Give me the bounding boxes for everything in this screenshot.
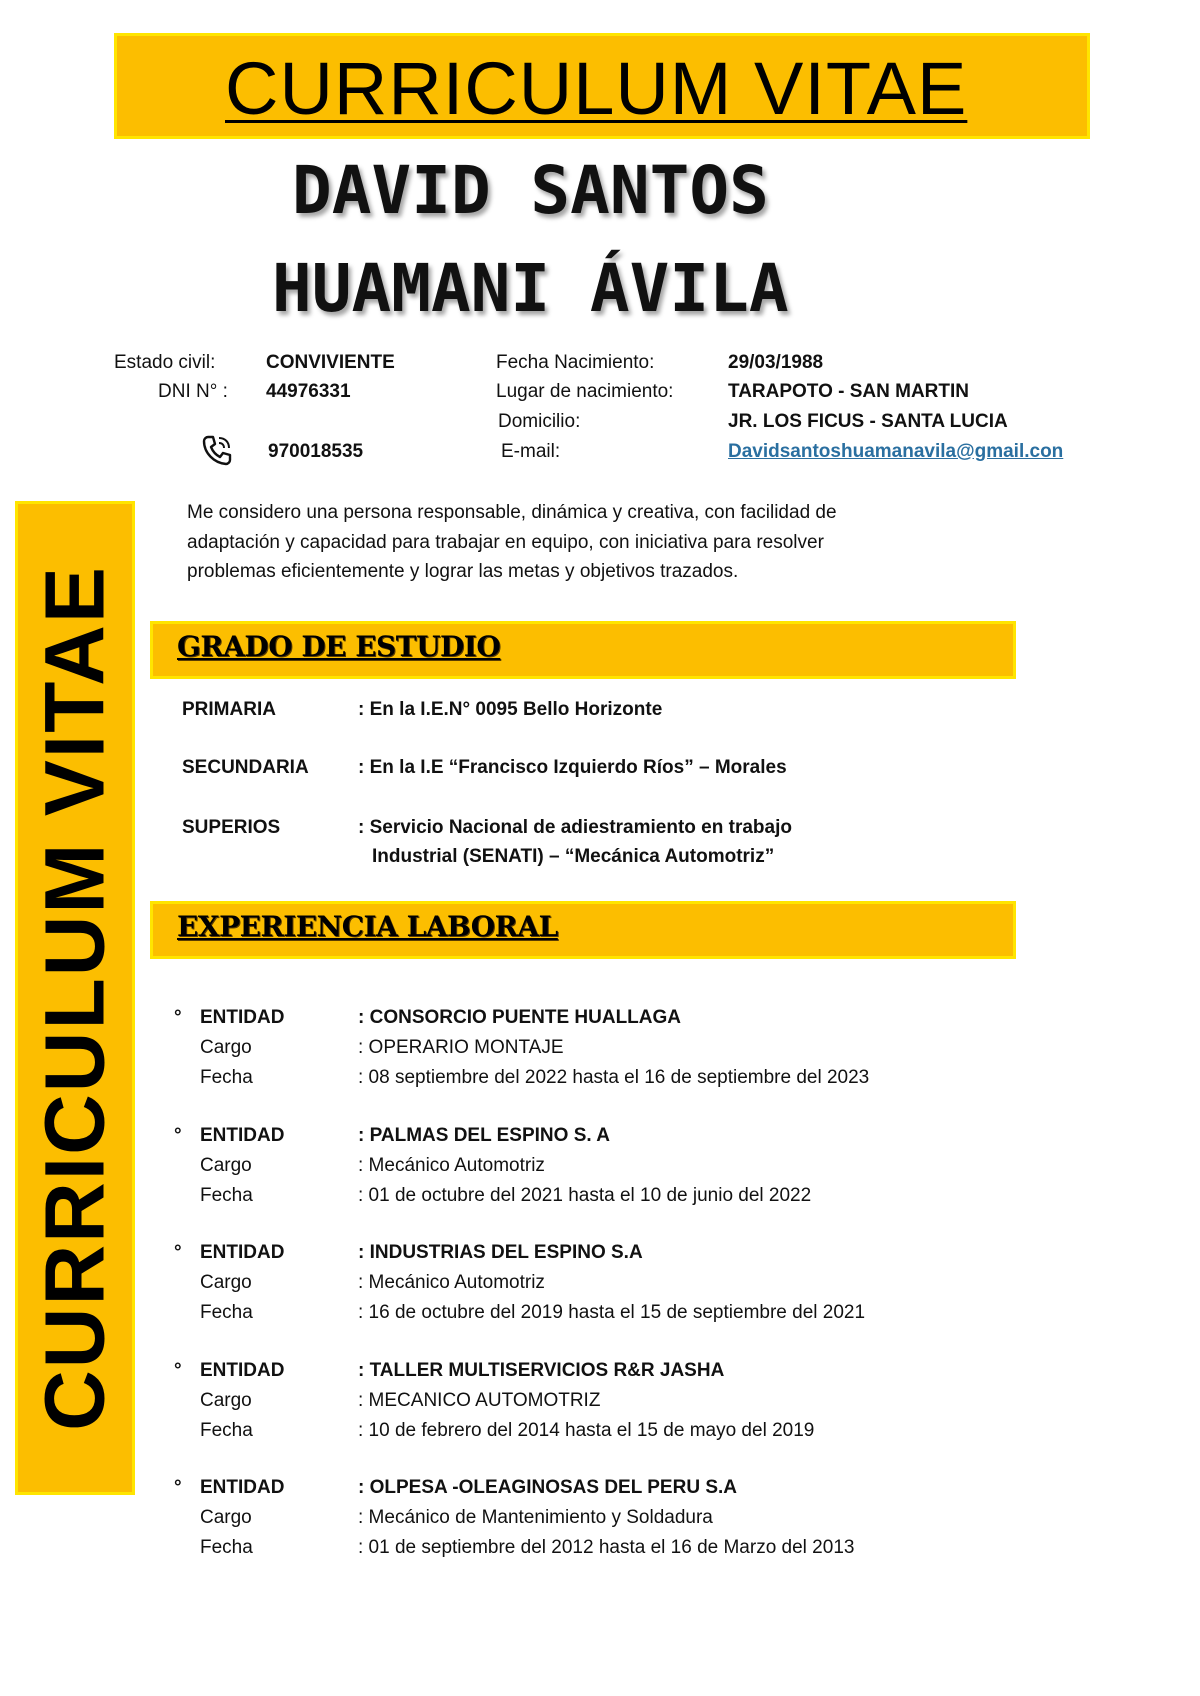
cargo-label: Cargo (200, 1037, 252, 1058)
education-level: PRIMARIA (182, 699, 276, 720)
cargo-label: Cargo (200, 1155, 252, 1176)
entidad-label: ENTIDAD (200, 1242, 285, 1263)
education-value: : En la I.E “Francisco Izquierdo Ríos” – Morales (358, 757, 787, 778)
education-heading-bar (153, 624, 1013, 676)
profile-line: adaptación y capacidad para trabajar en equipo, con iniciativa para resolver (187, 531, 824, 553)
experience-heading: EXPERIENCIA LABORAL (177, 910, 558, 943)
domicilio-label: Domicilio: (498, 411, 581, 432)
bullet: ° (174, 1477, 182, 1498)
cargo-value: : Mecánico Automotriz (358, 1155, 545, 1176)
entidad-value: : CONSORCIO PUENTE HUALLAGA (358, 1007, 681, 1028)
education-value-continued: Industrial (SENATI) – “Mecánica Automotriz” (372, 846, 775, 867)
bullet: ° (174, 1125, 182, 1146)
fecha-label: Fecha (200, 1185, 253, 1206)
email-link[interactable]: Davidsantoshuamanavila@gmail.con (728, 441, 1064, 462)
cargo-value: : MECANICO AUTOMOTRIZ (358, 1390, 601, 1411)
document-title: CURRICULUM VITAE (225, 47, 968, 130)
experience-heading-bar (153, 904, 1013, 956)
cargo-value: : Mecánico de Mantenimiento y Soldadura (358, 1507, 713, 1528)
fecha-value: : 16 de octubre del 2019 hasta el 15 de septiembre del 2021 (358, 1302, 866, 1323)
education-level: SECUNDARIA (182, 757, 309, 778)
bullet: ° (174, 1360, 182, 1381)
fecha-label: Fecha (200, 1302, 253, 1323)
entidad-label: ENTIDAD (200, 1360, 285, 1381)
cargo-label: Cargo (200, 1272, 252, 1293)
estado-civil-value: CONVIVIENTE (266, 352, 395, 373)
phone-icon (200, 433, 234, 467)
fecha-value: : 08 septiembre del 2022 hasta el 16 de septiembre del 2023 (358, 1067, 870, 1088)
entidad-label: ENTIDAD (200, 1007, 285, 1028)
fecha-value: : 01 de octubre del 2021 hasta el 10 de junio del 2022 (358, 1185, 812, 1206)
entidad-value: : INDUSTRIAS DEL ESPINO S.A (358, 1242, 643, 1263)
education-value: : Servicio Nacional de adiestramiento en trabajo (358, 817, 792, 838)
profile-line: Me considero una persona responsable, dinámica y creativa, con facilidad de (187, 502, 837, 523)
estado-civil-label: Estado civil: (114, 352, 216, 373)
title-banner (117, 36, 1087, 136)
entidad-value: : PALMAS DEL ESPINO S. A (358, 1125, 610, 1146)
bullet: ° (174, 1242, 182, 1263)
cargo-label: Cargo (200, 1390, 252, 1411)
domicilio-value: JR. LOS FICUS - SANTA LUCIA (728, 411, 1008, 432)
name-line-1: DAVID SANTOS (292, 152, 769, 229)
side-banner-text: CURRICULUM VITAE (27, 565, 122, 1431)
fecha-value: : 10 de febrero del 2014 hasta el 15 de mayo del 2019 (358, 1420, 815, 1441)
bullet: ° (174, 1007, 182, 1028)
cargo-value: : OPERARIO MONTAJE (358, 1037, 564, 1058)
side-banner (18, 504, 132, 1492)
education-level: SUPERIOS (182, 817, 281, 838)
lugar-nacimiento-label: Lugar de nacimiento: (496, 381, 674, 402)
cargo-value: : Mecánico Automotriz (358, 1272, 545, 1293)
fecha-label: Fecha (200, 1420, 253, 1441)
cargo-label: Cargo (200, 1507, 252, 1528)
entidad-value: : TALLER MULTISERVICIOS R&R JASHA (358, 1360, 725, 1381)
profile-summary (187, 498, 947, 587)
email-label: E-mail: (501, 441, 561, 462)
lugar-nacimiento-value: TARAPOTO - SAN MARTIN (728, 381, 970, 402)
education-value: : En la I.E.N° 0095 Bello Horizonte (358, 699, 663, 720)
fecha-nacimiento-label: Fecha Nacimiento: (496, 352, 655, 373)
entidad-value: : OLPESA -OLEAGINOSAS DEL PERU S.A (358, 1477, 737, 1498)
name-line-2: HUAMANI ÁVILA (272, 250, 789, 327)
entidad-label: ENTIDAD (200, 1477, 285, 1498)
entidad-label: ENTIDAD (200, 1125, 285, 1146)
dni-label: DNI N° : (158, 381, 228, 402)
fecha-label: Fecha (200, 1067, 253, 1088)
fecha-label: Fecha (200, 1537, 253, 1558)
dni-value: 44976331 (266, 381, 351, 402)
phone-value: 970018535 (268, 441, 364, 462)
fecha-value: : 01 de septiembre del 2012 hasta el 16 de Marzo del 2013 (358, 1537, 855, 1558)
education-heading: GRADO DE ESTUDIO (177, 630, 501, 663)
fecha-nacimiento-value: 29/03/1988 (728, 352, 824, 373)
profile-line: problemas eficientemente y lograr las metas y objetivos trazados. (187, 561, 739, 582)
